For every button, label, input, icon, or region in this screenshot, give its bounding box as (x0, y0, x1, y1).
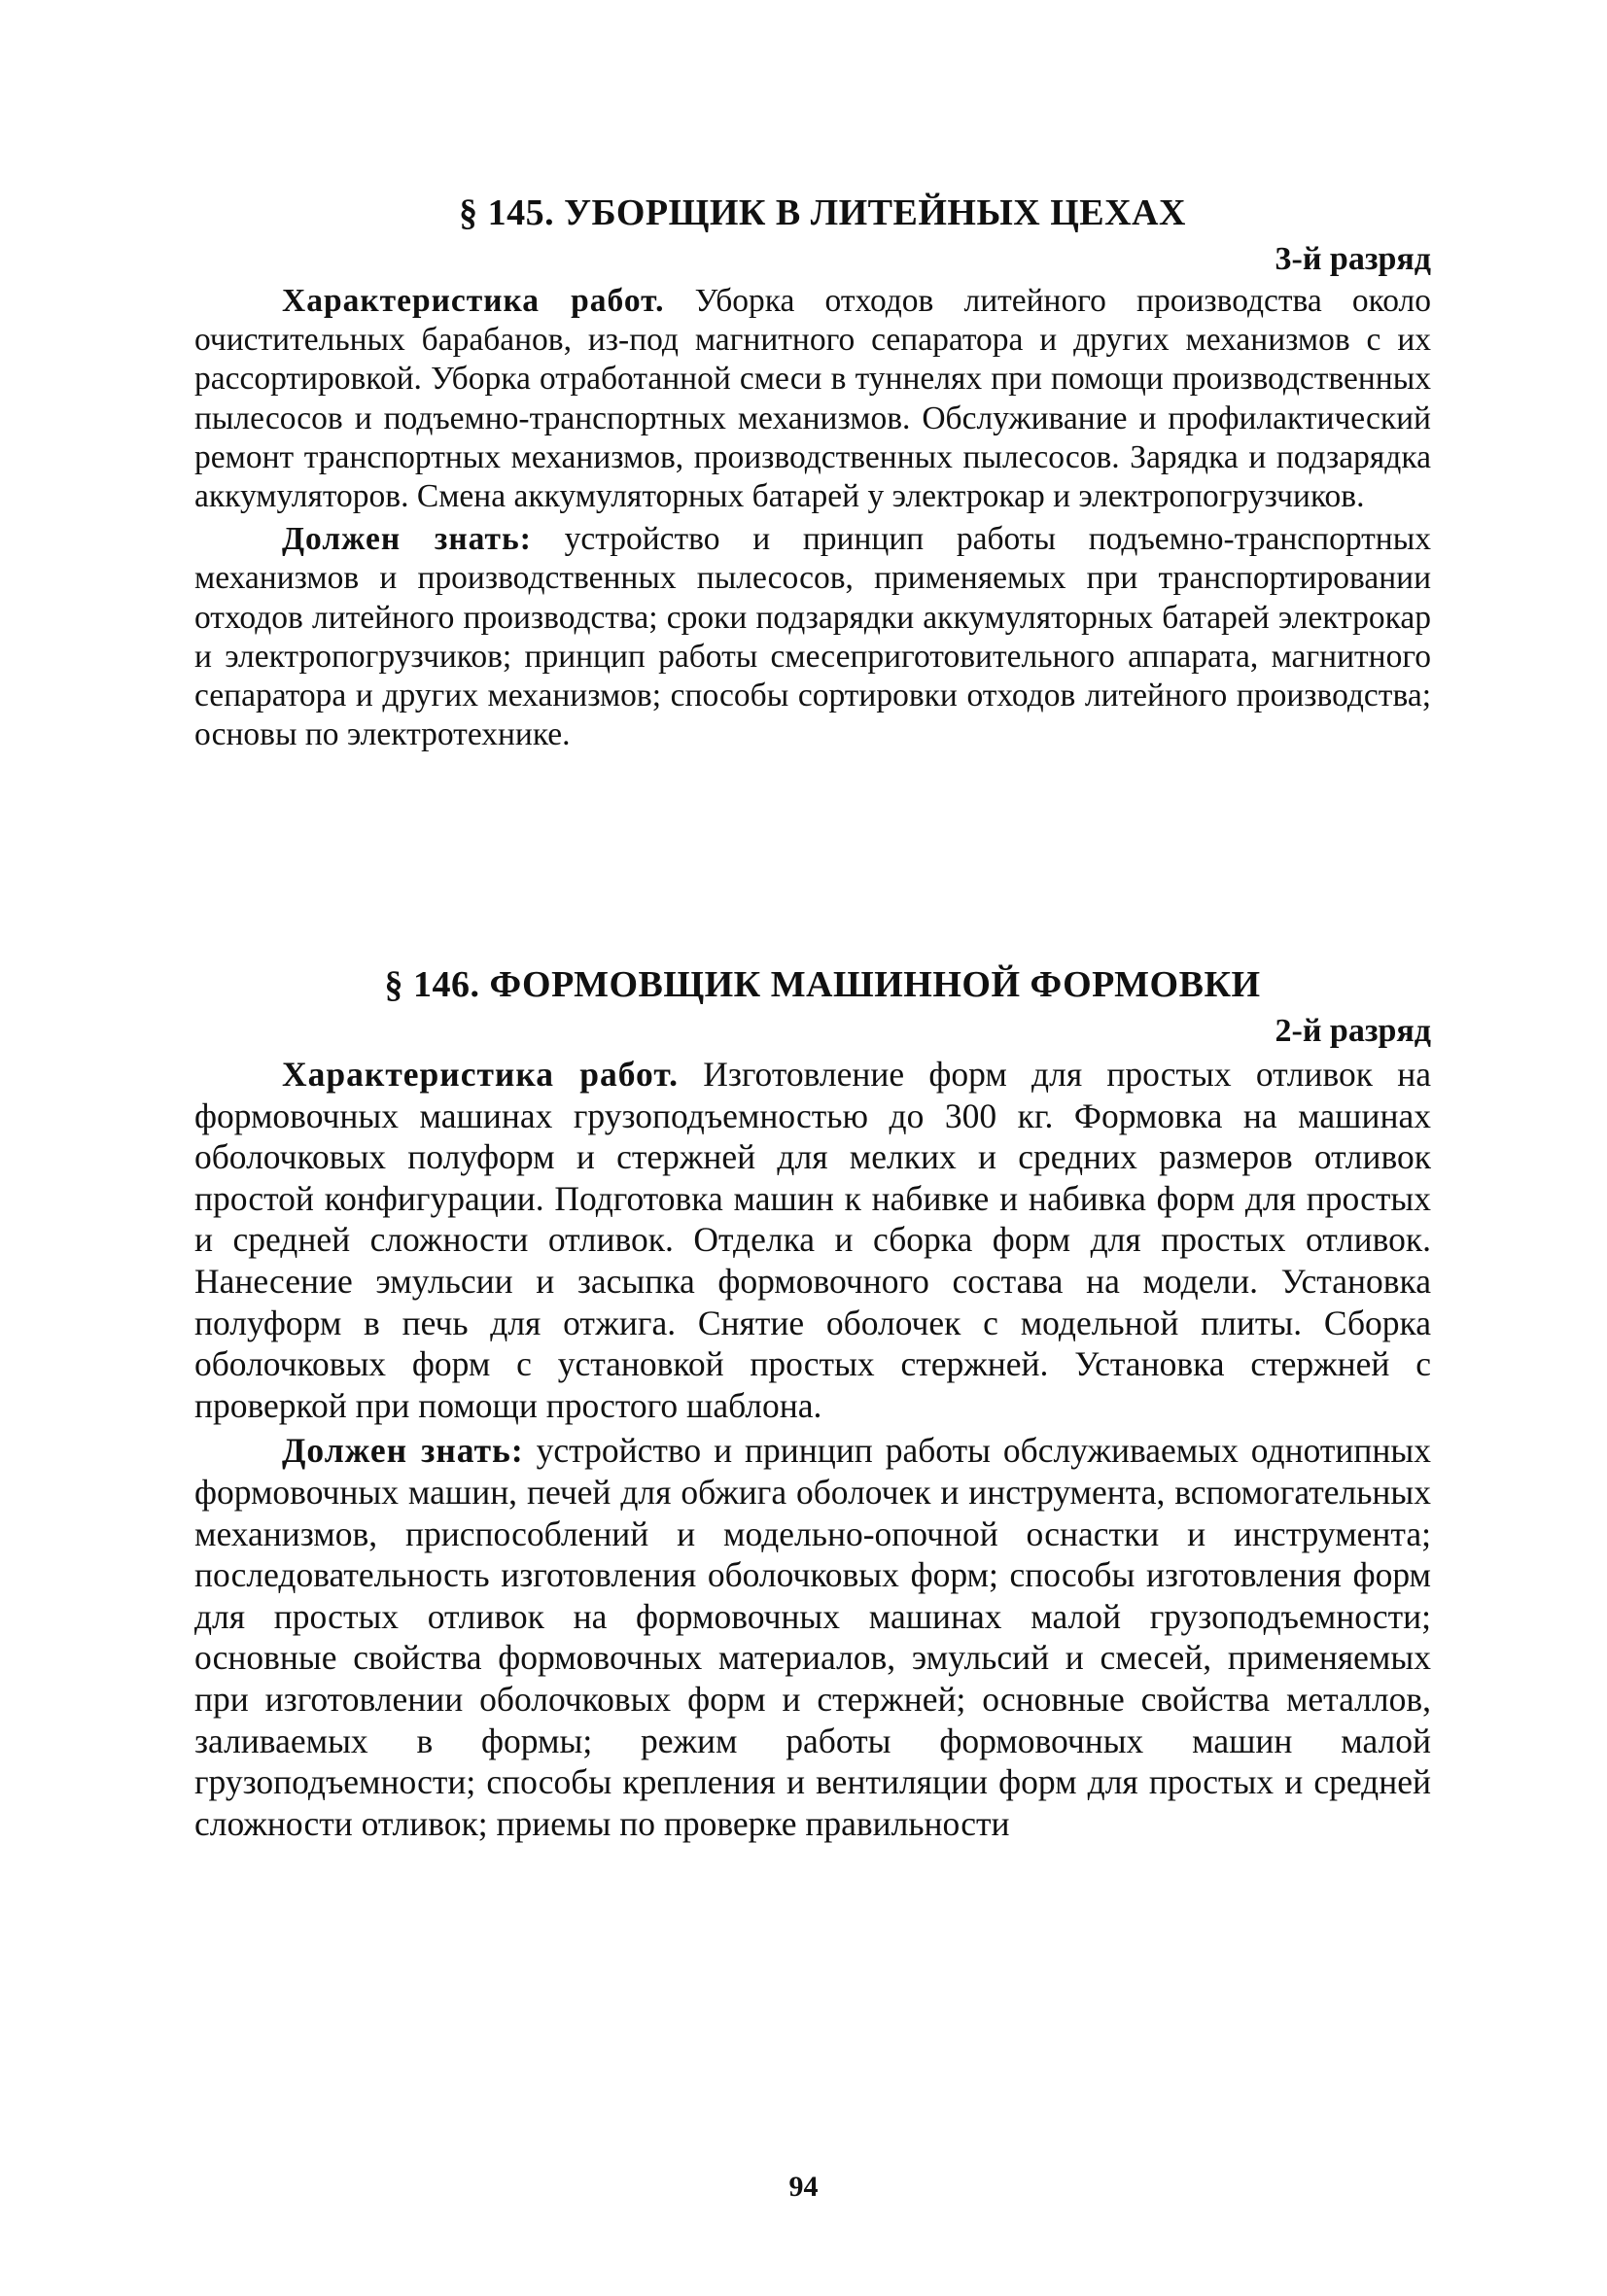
work-description-paragraph (194, 1054, 1431, 1426)
grade-label: 2-й разряд (1275, 1013, 1431, 1049)
section-heading: § 146. ФОРМОВЩИК МАШИННОЙ ФОРМОВКИ (384, 964, 1261, 1005)
required-knowledge-paragraph (194, 1430, 1431, 1844)
work-description-text: Изготовление форм для простых отливок на формовочных машинах грузоподъемностью до 300 кг. Формовка на машинах оболочковых полуформ и стержней для мелких и средних размеров отливок простой конфигурации. Подготовка машин к набивке и набивка форм для простых и средней сложности отливок. Отделка и сборка форм для простых отливок. Нанесение эмульсии и засыпка формовочного состава на модели. Установка полуформ в печь для отжига. Снятие оболочек с модельной плиты. Сборка оболочковых форм с установкой простых стержней. Установка стержней с проверкой при помощи простого шаблона. (194, 1055, 1431, 1425)
work-description-paragraph (194, 282, 1431, 516)
section-145 (194, 191, 1431, 754)
required-knowledge-text: устройство и принцип работы обслуживаемых однотипных формовочных машин, печей для обжига оболочек и инструмента, вспомогательных механизмов, приспособлений и модельно-опочной оснастки и инструмента; последовательность изготовления оболочковых форм; способы изготовления форм для простых отливок на формовочных машинах малой грузоподъемности; основные свойства формовочных материалов, эмульсий и смесей, применяемых при изготовлении оболочковых форм и стержней; основные свойства металлов, заливаемых в формы; режим работы формовочных машин малой грузоподъемности; способы крепления и вентиляции форм для простых и средней сложности отливок; приемы по проверке правильности (194, 1431, 1431, 1843)
required-knowledge-text: устройство и принцип работы подъемно-транспортных механизмов и производственных пылесосов, применяемых при транспортировании отходов литейного производства; сроки подзарядки аккумуляторных батарей электрокар и электропогрузчиков; принцип работы смесеприготовительного аппарата, магнитного сепаратора и других механизмов; способы сортировки отходов литейного производства; основы по электротехнике. (194, 521, 1431, 753)
grade-label: 3-й разряд (1275, 241, 1431, 277)
required-knowledge-paragraph (194, 520, 1431, 754)
work-description-label: Характеристика работ. (282, 283, 665, 319)
section-146 (194, 962, 1431, 1844)
required-knowledge-label: Должен знать: (282, 521, 532, 558)
work-description-text: Уборка отходов литейного производства около очистительных барабанов, из-под магнитного сепаратора и других механизмов с их рассортировкой. Уборка отработанной смеси в туннелях при помощи производственных пылесосов и подъемно-транспортных механизмов. Обслуживание и профилактический ремонт транспортных механизмов, производственных пылесосов. Зарядка и подзарядка аккумуляторов. Смена аккумуляторных батарей у электрокар и электропогрузчиков. (194, 283, 1431, 515)
page-number: 94 (788, 2171, 819, 2203)
section-heading: § 145. УБОРЩИК В ЛИТЕЙНЫХ ЦЕХАХ (459, 192, 1186, 233)
work-description-label: Характеристика работ. (282, 1055, 679, 1094)
required-knowledge-label: Должен знать: (282, 1431, 524, 1471)
